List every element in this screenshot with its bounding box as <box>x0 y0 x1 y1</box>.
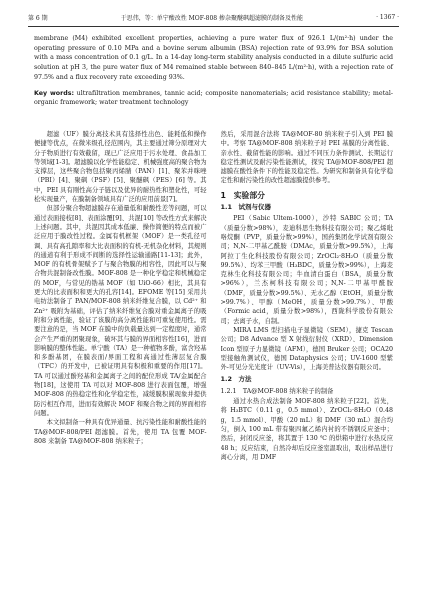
english-abstract <box>34 34 393 108</box>
instruments-paragraph: MIRA LMS 型扫描电子显微镜（SEM），捷克 Tescan 公司；D8 Advance 型 X 射线衍射仪（XRD）、Dimension Icon 型原子力显微镜（AFM），德国 Bruker 公司；OCA20 型接触角测试仪，德国 Dataphysics 公司；UV-1600 型紫外-可见分光光度计（UV-Vis），上海美普达仪器有限公司。 <box>220 326 393 372</box>
methods-paragraph: 通过水热合成法制备 MOF-808 纳米粒子[22]。首先，将 H₃BTC（0.11 g，0.5 mmol）、ZrOCl₂·8H₂O（0.48 g，1.5 mmol）、甲酸（20 mL）和 DMF（30 mL）混合均匀，倒入 100 mL 带有聚四氟乙烯内衬的不锈钢反应釜中；然后，封闭反应釜，将其置于 130 ℃ 的烘箱中进行水热反应 48 h；反应结束，自然冷却后反应釜室温取出，取出样品进行离心分离，用 DMF <box>220 398 393 461</box>
body-columns <box>34 130 393 589</box>
left-column <box>34 130 207 589</box>
right-column <box>221 130 394 589</box>
subsection-heading: 1.1 试剂与仪器 <box>220 203 272 212</box>
keywords-label: Key words: <box>34 89 74 97</box>
running-title: 于思伟，等：单宁酸改性 MOF-808 掺杂聚醚砜超滤膜的制备及性能 <box>120 14 303 22</box>
abstract-text: membrane (M4) exhibited excellent properties, achieving a pure water flux of 926.1 L/(m²·h) under the operating pressure of 0.10 MPa and a bovine serum albumin (BSA) rejection rate of 93.9% for BSA solution with a mass concentration of 0.1 g/L. In a 14-day long-term stability analysis conducted in a dilute sulfuric acid solution at pH 3, the pure water flux of M4 remained stable between 840–845 L/(m²·h), with a rejection rate of 97.5% and a flux recovery rate exceeding 93%. <box>34 35 393 81</box>
subsubsection-heading: 1.2.1 TA@MOF-808 纳米粒子的制备 <box>220 387 334 395</box>
running-header <box>28 10 399 27</box>
intro-paragraph-continued: 然后，采用混合法将 TA@MOF-80 纳米粒子引入到 PEI 膜中。考察 TA@MOF-808 纳米粒子对 PEI 基膜的分离性能、亲水性、截留性能的影响。通过不同压力条件测试、长期运行稳定性测试及耐污染性能测试，探究 TA@MOF-808/PEI 超滤膜在酸性条件下的性能及稳定性。为研究和制备具有化学稳定性和耐污染性的改性超滤膜提供参考。 <box>220 131 393 185</box>
keywords-text: ultrafiltration membranes, tannic acid; composite nanomaterials; acid resistance stability; metal-organic framework; water treatment technology <box>34 89 393 107</box>
keywords-line <box>34 89 393 108</box>
intro-paragraph: 但部分聚合物超滤膜存在通量低和耐酸性差等问题，可以通过表面接枝[8]、表面涂覆[9]、共混[10] 等改性方式来解决上述问题。其中，共混因其成本低廉、操作简便的特点而被广泛应用于膜改性过程。金属有机框架（MOF）是一类孔径可调、具有高孔隙率和大比表面积的有机-无机杂化材料，其规则的通道有利于形成不间断的选择性运输通路[11-13]；此外，MOF 的有机骨架赋予了与聚合物膜的相容性，因此可以与聚合物共混制备改性膜。MOF-808 是一种化学稳定和机械稳定的 MOF，与常见的锆基 MOF（如 UiO-66）相比，其具有更大的比表面积和更大的孔容[14]。EFOME 等[15] 采用共电纺法制备了 PAN/MOF-808 纳米纤维复合膜，以 Cd²⁺ 和 Zn²⁺ 吸附为基础，评估了纳米纤维复合膜对重金属离子的吸附和分离性能，验证了该膜的高分离性能和可重复使用性。需要注意的是，当 MOF 在膜中的负载量达到一定程度时，通常会产生严重的团聚现象，破坏其与膜的界面相容性[16]，进而影响膜的整体性能。单宁酸（TA）是一种植物多酚，富含羟基和多酚基团，在膜表面/界面工程和高通过性薄层复合膜（TFC）的开发中，已被证明具有积极和重要的作用[17]。TA 可以通过酚羟基和金属离子之间的配位形成 TA/金属配合物[18]，这使用 TA 可以对 MOF-808 进行表面包覆，增强 MOF-808 的热稳定性和化学稳定性，减缓膜积累现象并提供防污相互作用，进而有效解决 MOF 和聚合物之间的界面相容问题。 <box>34 205 207 417</box>
subsection-heading: 1.2 方法 <box>220 375 252 384</box>
intro-paragraph: 本文拟制备一种具有优异通量、抗污染性能和耐酸性能的 TA@MOF-808/PEI 超滤膜。首先，使用 TA 包覆 MOF-808 来制备 TA@MOF-808 纳米粒子； <box>34 419 207 445</box>
issue-number: 第 6 期 <box>28 14 48 22</box>
section-heading: 1 实验部分 <box>220 190 265 200</box>
materials-paragraph: PEI（Sabic Ultem-1000），沙特 SABIC 公司；TA（质量分数>98%），麦迪科思生物科技有限公司；聚乙烯吡咯烷酮（PVP，质量分数>99%），国药集团化学试剂有限公司；N,N-二甲基乙酰胺（DMAc，质量分数>99.5%），上海阿拉丁生化科技股份有限公司；ZrOCl₂·8H₂O（质量分数 99.5%）、均苯三甲酸（H₃BDC，质量分数>99%），上海麦克林生化科技有限公司；牛血清白蛋白（BSA，质量分数>96%），兰杰柯科技有限公司；N,N-二甲基甲酰胺（DMF，质量分数>99.5%）、无水乙醇（EtOH，质量分数>99.7%）、甲醇（MeOH，质量分数>99.7%）、甲酸（Formic acid，质量分数>98%），西陇科学股份有限公司；去离子水，自制。 <box>220 215 393 325</box>
page-number: · 1367 · <box>376 13 399 21</box>
intro-paragraph: 超滤（UF）膜分离技术具有选择性出色、能耗低和操作便捷等优点，在微米级孔径范围内，其主要通过筛分原理对大分子物质进行有效截留，现已广泛应用于污水处理、食品加工等领域[1-3]。超滤膜以化学性能稳定、机械强度高的聚合物为支撑层，这些聚合物包括聚丙烯腈（PAN）[1]、聚苯并咪唑（PBI）[4]、聚砜（PSF）[5]、聚醚砜（PES）[6] 等。其中，PEI 具有刚性高分子链以及优异的耐热性和塑化性，可轻松实现量产，在膜制备领域具有广泛的应用前景[7]。 <box>34 131 207 204</box>
